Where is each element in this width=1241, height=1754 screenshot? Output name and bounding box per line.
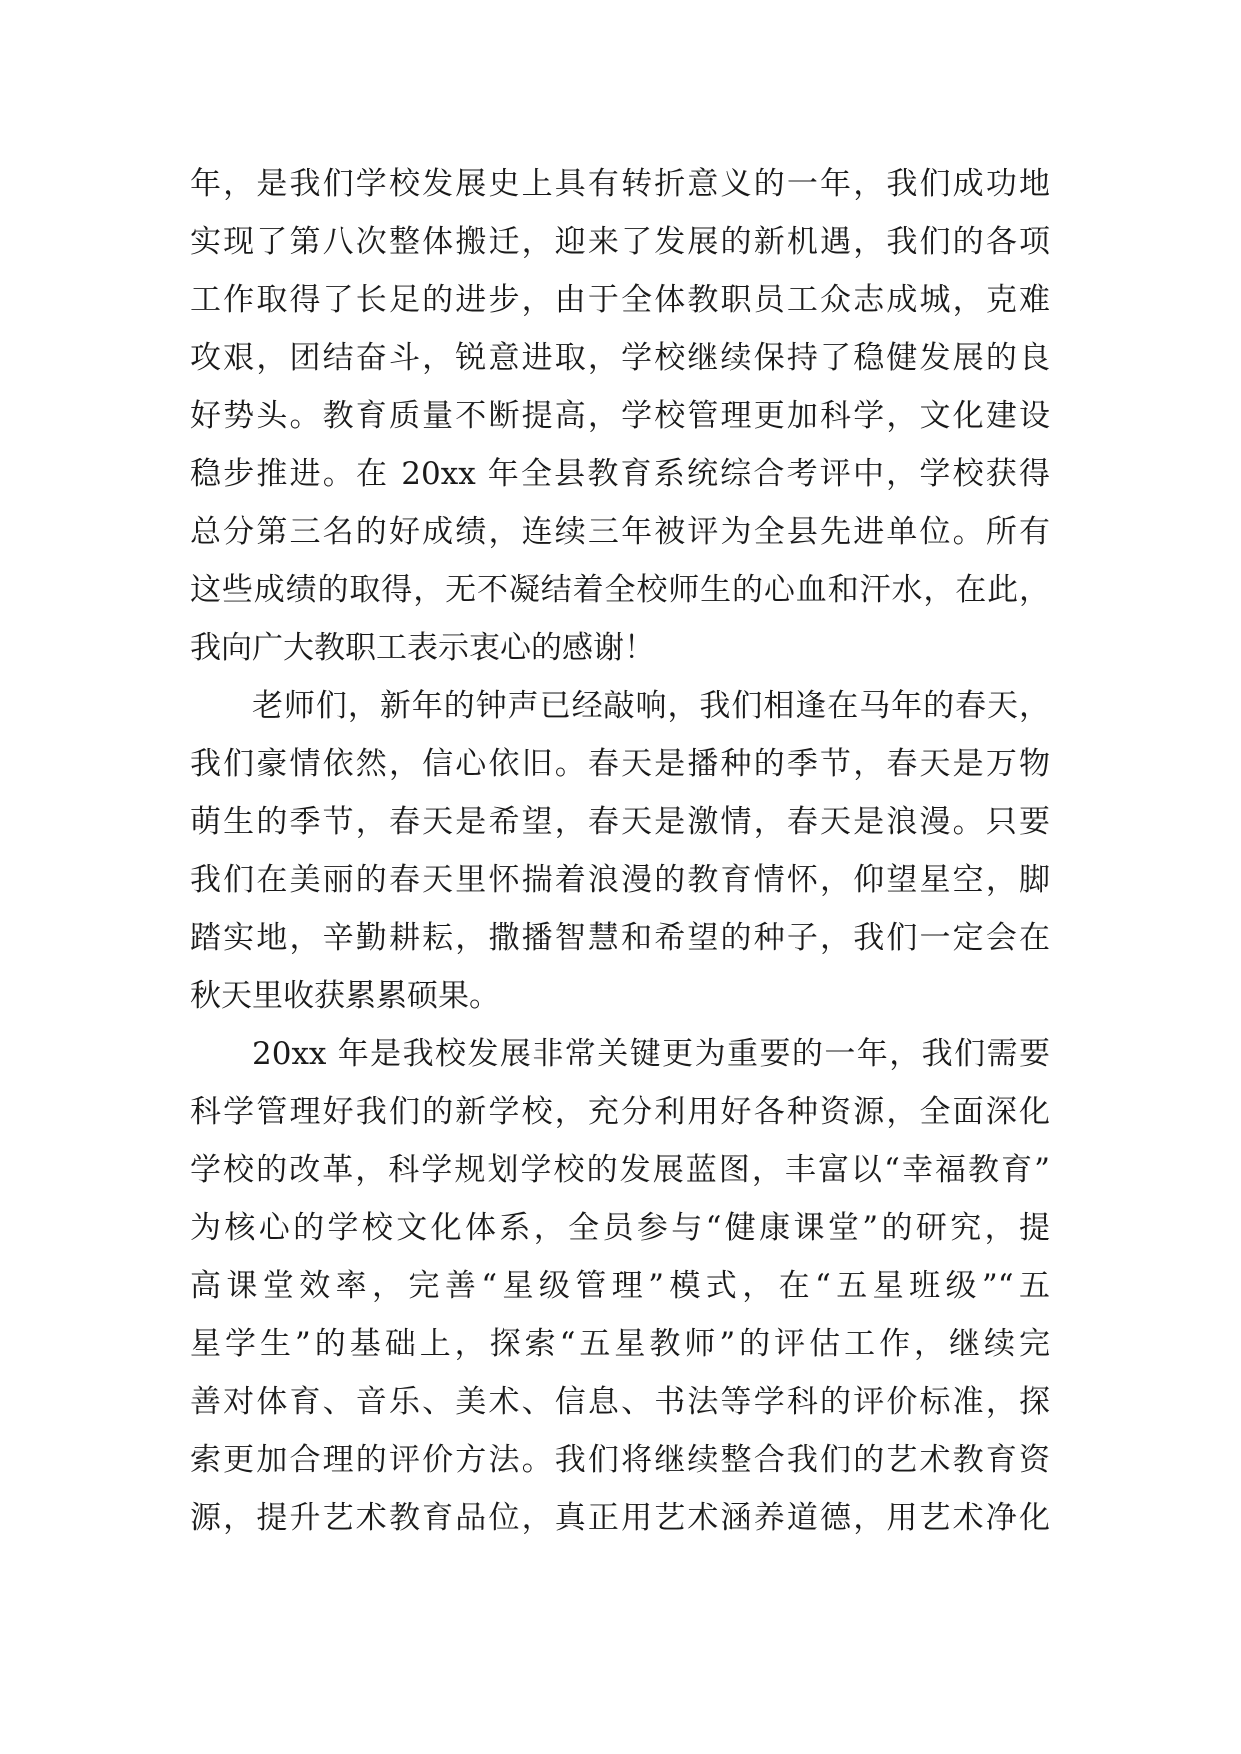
text-line: 实现了第八次整体搬迁，迎来了发展的新机遇，我们的各项	[190, 224, 1050, 260]
body-text	[190, 155, 1050, 1547]
text-line: 踏实地，辛勤耕耘，撒播智慧和希望的种子，我们一定会在	[190, 920, 1050, 956]
text-line: 萌生的季节，春天是希望，春天是激情，春天是浪漫。只要	[190, 804, 1050, 840]
text-line: 老师们，新年的钟声已经敲响，我们相逢在马年的春天，	[252, 688, 1050, 724]
text-line: 高课堂效率，完善“星级管理”模式，在“五星班级”“五	[190, 1268, 1050, 1304]
text-line: 这些成绩的取得，无不凝结着全校师生的心血和汗水，在此，	[190, 572, 1050, 608]
text-line: 我们豪情依然，信心依旧。春天是播种的季节，春天是万物	[190, 746, 1050, 782]
text-line: 为核心的学校文化体系，全员参与“健康课堂”的研究，提	[190, 1210, 1050, 1246]
text-line: 善对体育、音乐、美术、信息、书法等学科的评价标准，探	[190, 1384, 1050, 1420]
text-line: 攻艰，团结奋斗，锐意进取，学校继续保持了稳健发展的良	[190, 340, 1050, 376]
text-line: 科学管理好我们的新学校，充分利用好各种资源，全面深化	[190, 1094, 1050, 1130]
text-line: 星学生”的基础上，探索“五星教师”的评估工作，继续完	[190, 1326, 1050, 1362]
text-line: 学校的改革，科学规划学校的发展蓝图，丰富以“幸福教育”	[190, 1152, 1050, 1188]
paragraph-3	[190, 1025, 1050, 1547]
text-line: 稳步推进。在 20xx 年全县教育系统综合考评中，学校获得	[190, 456, 1050, 492]
text-line: 源，提升艺术教育品位，真正用艺术涵养道德，用艺术净化	[190, 1500, 1050, 1536]
paragraph-1	[190, 155, 1050, 677]
text-line: 索更加合理的评价方法。我们将继续整合我们的艺术教育资	[190, 1442, 1050, 1478]
text-line: 秋天里收获累累硕果。	[190, 978, 500, 1014]
paragraph-2	[190, 677, 1050, 1025]
text-line: 20xx 年是我校发展非常关键更为重要的一年，我们需要	[252, 1036, 1050, 1072]
text-line: 总分第三名的好成绩，连续三年被评为全县先进单位。所有	[190, 514, 1050, 550]
text-line: 工作取得了长足的进步，由于全体教职员工众志成城，克难	[190, 282, 1050, 318]
text-line: 好势头。教育质量不断提高，学校管理更加科学，文化建设	[190, 398, 1050, 434]
text-line: 年，是我们学校发展史上具有转折意义的一年，我们成功地	[190, 166, 1050, 202]
text-line: 我向广大教职工表示衷心的感谢！	[190, 630, 655, 666]
text-line: 我们在美丽的春天里怀揣着浪漫的教育情怀，仰望星空，脚	[190, 862, 1050, 898]
